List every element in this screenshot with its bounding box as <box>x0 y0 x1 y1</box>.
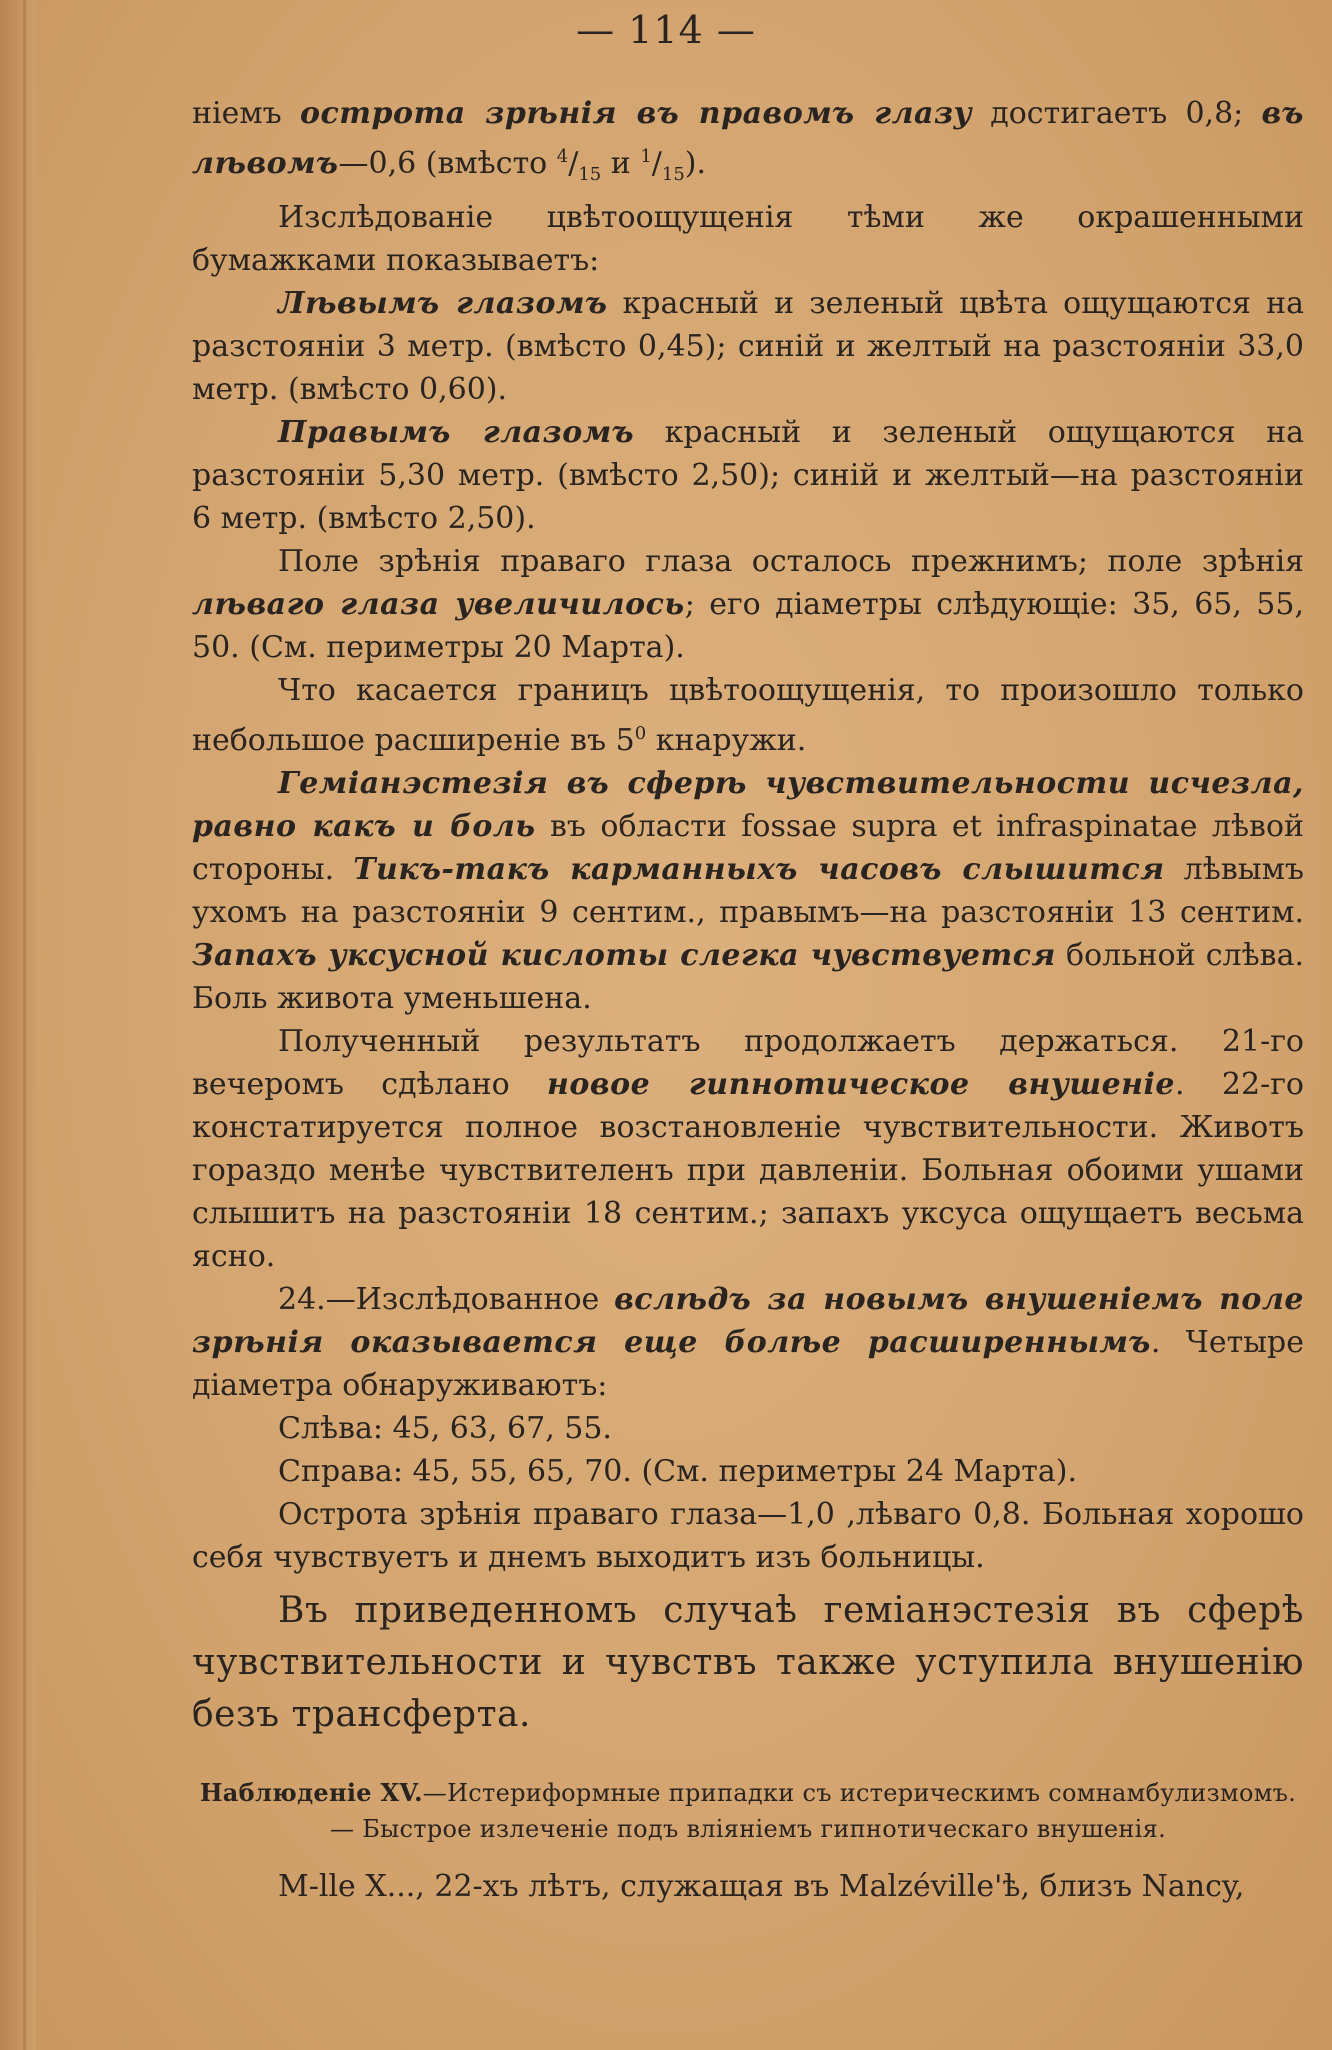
paragraph-6: Что касается границъ цвѣтоощущенія, то произошло только небольшое расширеніе въ $5^0$ кнаружи. <box>192 673 1304 758</box>
paragraph-1: ніемъ острота зрѣнія въ правомъ глазу достигаетъ 0,8; въ лѣвомъ—0,6 (вмѣсто $^4/_{15}$ и $^1/_{15}$). <box>192 96 1304 185</box>
paragraph-2: Изслѣдованіе цвѣтоощущенія тѣми же окрашенными бумажками показываетъ: <box>192 200 1304 278</box>
paragraph-8: Полученный результатъ продолжаетъ держаться. 21-го вечеромъ сдѣлано новое гипнотическое внушеніе. 22-го констатируется полное возстановленіе чувствительности. Животъ гораздо менѣе чувствителенъ при давленіи. Больная обоими ушами слышитъ на разстояніи 18 сентим.; запахъ уксуса ощущаетъ весьма ясно. <box>192 1024 1304 1274</box>
fraction-denominator: 15 <box>661 164 685 185</box>
paragraph-5: Поле зрѣнія праваго глаза осталось прежнимъ; поле зрѣнія лѣваго глаза увеличилось; его діаметры слѣдующіе: 35, 65, 55, 50. (См. периметры 20 Марта). <box>192 544 1304 665</box>
paragraph-10: Слѣва: 45, 63, 67, 55. <box>278 1411 612 1446</box>
paragraph-4: Правымъ глазомъ красный и зеленый ощущаются на разстояніи 5,30 метр. (вмѣсто 2,50); синій и желтый—на разстояніи 6 метр. (вмѣсто 2,50). <box>192 415 1304 536</box>
page-number: — 114 — <box>576 8 756 52</box>
paragraph-12: Острота зрѣнія праваго глаза—1,0 ,лѣваго 0,8. Больная хорошо себя чувствуетъ и днемъ выходитъ изъ больницы. <box>192 1497 1304 1575</box>
page-edge <box>0 0 36 2050</box>
fraction-numerator: 1 <box>640 146 652 167</box>
page-body <box>192 92 1304 1908</box>
paragraph-3: Лѣвымъ глазомъ красный и зеленый цвѣта ощущаются на разстояніи 3 метр. (вмѣсто 0,45); синій и желтый на разстояніи 33,0 метр. (вмѣсто 0,60). <box>192 286 1304 407</box>
paragraph-9: 24.—Изслѣдованное вслѣдъ за новымъ внушеніемъ поле зрѣнія оказывается еще болѣе расширеннымъ. Четыре діаметра обнаруживаютъ: <box>192 1282 1305 1403</box>
paragraph-7: Геміанэстезія въ сферѣ чувствительности исчезла, равно какъ и боль въ области fossae supra et infraspinatae лѣвой стороны. Тикъ-такъ карманныхъ часовъ слышится лѣвымъ ухомъ на разстояніи 9 сентим., правымъ—на разстояніи 13 сентим. Запахъ уксусной кислоты слегка чувствуется больной слѣва. Боль живота уменьшена. <box>192 766 1305 1016</box>
paragraph-13-conclusion: Въ приведенномъ случаѣ геміанэстезія въ сферѣ чувствительности и чувствъ также уступила внушенію безъ трансферта. <box>192 1590 1304 1735</box>
paragraph-14: M-lle X..., 22-хъ лѣтъ, служащая въ Malzéville'ѣ, близъ Nancy, <box>278 1869 1245 1904</box>
fraction-numerator: 4 <box>556 146 569 167</box>
paragraph-11: Справа: 45, 55, 65, 70. (См. периметры 24 Марта). <box>278 1454 1077 1489</box>
observation-heading: Наблюденіе XV.—Истериформные припадки съ истерическимъ сомнамбулизмомъ.— Быстрое излеченіе подъ вліяніемъ гипнотическаго внушенія. <box>199 1778 1297 1843</box>
fraction-denominator: 15 <box>578 164 602 185</box>
